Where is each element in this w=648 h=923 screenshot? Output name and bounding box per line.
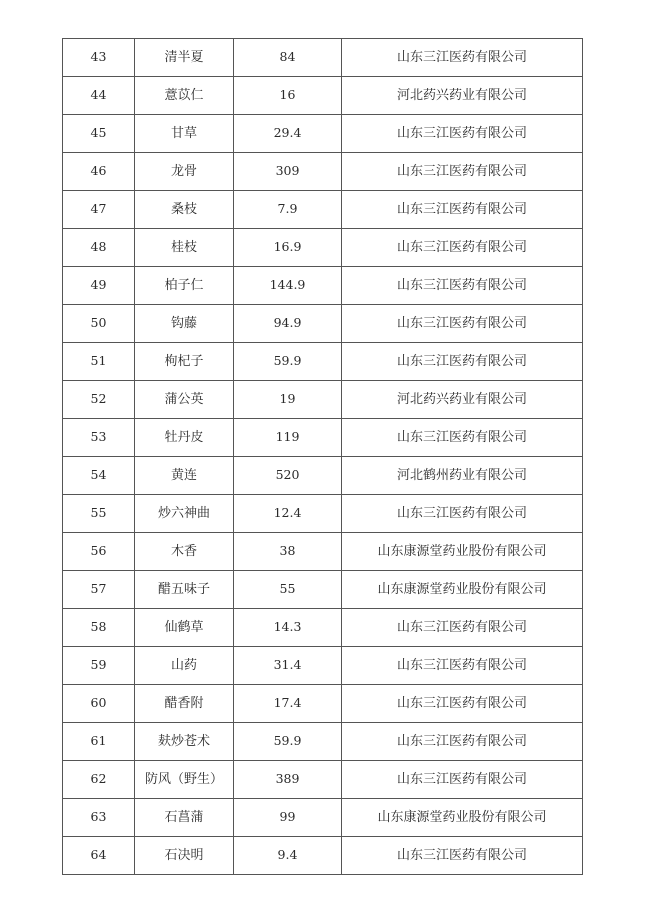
cell-number: 52 — [63, 381, 135, 419]
cell-medicine-name: 龙骨 — [135, 153, 234, 191]
cell-medicine-name: 枸杞子 — [135, 343, 234, 381]
cell-quantity: 99 — [234, 799, 342, 837]
cell-supplier: 山东三江医药有限公司 — [342, 39, 583, 77]
table-row — [63, 305, 583, 343]
cell-supplier: 山东三江医药有限公司 — [342, 723, 583, 761]
cell-quantity: 55 — [234, 571, 342, 609]
cell-supplier: 河北鹤州药业有限公司 — [342, 457, 583, 495]
cell-medicine-name: 炒六神曲 — [135, 495, 234, 533]
cell-quantity: 94.9 — [234, 305, 342, 343]
cell-supplier: 山东康源堂药业股份有限公司 — [342, 799, 583, 837]
table-row — [63, 191, 583, 229]
cell-medicine-name: 石决明 — [135, 837, 234, 875]
cell-quantity: 84 — [234, 39, 342, 77]
cell-number: 63 — [63, 799, 135, 837]
cell-quantity: 7.9 — [234, 191, 342, 229]
cell-number: 55 — [63, 495, 135, 533]
table-row — [63, 799, 583, 837]
cell-medicine-name: 木香 — [135, 533, 234, 571]
cell-supplier: 山东三江医药有限公司 — [342, 343, 583, 381]
cell-quantity: 19 — [234, 381, 342, 419]
cell-supplier: 山东三江医药有限公司 — [342, 647, 583, 685]
cell-supplier: 山东三江医药有限公司 — [342, 419, 583, 457]
table-row — [63, 343, 583, 381]
table-row — [63, 153, 583, 191]
table-row — [63, 571, 583, 609]
table-row — [63, 495, 583, 533]
table-row — [63, 457, 583, 495]
cell-number: 50 — [63, 305, 135, 343]
table-row — [63, 229, 583, 267]
cell-medicine-name: 甘草 — [135, 115, 234, 153]
cell-quantity: 59.9 — [234, 723, 342, 761]
cell-supplier: 山东三江医药有限公司 — [342, 685, 583, 723]
cell-supplier: 山东三江医药有限公司 — [342, 837, 583, 875]
medicine-table — [62, 38, 583, 875]
cell-number: 47 — [63, 191, 135, 229]
cell-medicine-name: 醋五味子 — [135, 571, 234, 609]
cell-medicine-name: 牡丹皮 — [135, 419, 234, 457]
cell-medicine-name: 柏子仁 — [135, 267, 234, 305]
cell-medicine-name: 蒲公英 — [135, 381, 234, 419]
cell-medicine-name: 薏苡仁 — [135, 77, 234, 115]
table-row — [63, 39, 583, 77]
cell-supplier: 山东康源堂药业股份有限公司 — [342, 533, 583, 571]
cell-quantity: 309 — [234, 153, 342, 191]
cell-number: 59 — [63, 647, 135, 685]
cell-quantity: 16 — [234, 77, 342, 115]
cell-number: 57 — [63, 571, 135, 609]
cell-quantity: 520 — [234, 457, 342, 495]
cell-supplier: 山东三江医药有限公司 — [342, 761, 583, 799]
cell-number: 48 — [63, 229, 135, 267]
cell-medicine-name: 山药 — [135, 647, 234, 685]
cell-quantity: 38 — [234, 533, 342, 571]
cell-medicine-name: 防风（野生） — [135, 761, 234, 799]
table-row — [63, 115, 583, 153]
cell-medicine-name: 石菖蒲 — [135, 799, 234, 837]
table-row — [63, 77, 583, 115]
table-row — [63, 609, 583, 647]
cell-medicine-name: 桂枝 — [135, 229, 234, 267]
cell-number: 62 — [63, 761, 135, 799]
table-row — [63, 533, 583, 571]
cell-medicine-name: 醋香附 — [135, 685, 234, 723]
cell-supplier: 山东三江医药有限公司 — [342, 229, 583, 267]
cell-medicine-name: 清半夏 — [135, 39, 234, 77]
cell-medicine-name: 麸炒苍术 — [135, 723, 234, 761]
cell-supplier: 山东康源堂药业股份有限公司 — [342, 571, 583, 609]
cell-quantity: 16.9 — [234, 229, 342, 267]
table-row — [63, 723, 583, 761]
cell-number: 64 — [63, 837, 135, 875]
cell-quantity: 144.9 — [234, 267, 342, 305]
cell-number: 43 — [63, 39, 135, 77]
cell-number: 46 — [63, 153, 135, 191]
cell-number: 54 — [63, 457, 135, 495]
cell-number: 49 — [63, 267, 135, 305]
cell-supplier: 山东三江医药有限公司 — [342, 115, 583, 153]
cell-number: 58 — [63, 609, 135, 647]
cell-quantity: 9.4 — [234, 837, 342, 875]
cell-quantity: 17.4 — [234, 685, 342, 723]
cell-quantity: 12.4 — [234, 495, 342, 533]
cell-number: 56 — [63, 533, 135, 571]
cell-quantity: 14.3 — [234, 609, 342, 647]
cell-supplier: 山东三江医药有限公司 — [342, 609, 583, 647]
cell-supplier: 河北药兴药业有限公司 — [342, 77, 583, 115]
cell-supplier: 山东三江医药有限公司 — [342, 191, 583, 229]
cell-medicine-name: 黄连 — [135, 457, 234, 495]
table-row — [63, 685, 583, 723]
cell-number: 53 — [63, 419, 135, 457]
table-row — [63, 647, 583, 685]
cell-medicine-name: 桑枝 — [135, 191, 234, 229]
table-body — [63, 39, 583, 875]
cell-number: 61 — [63, 723, 135, 761]
cell-number: 45 — [63, 115, 135, 153]
table-row — [63, 837, 583, 875]
cell-number: 44 — [63, 77, 135, 115]
cell-quantity: 31.4 — [234, 647, 342, 685]
cell-quantity: 119 — [234, 419, 342, 457]
table-row — [63, 267, 583, 305]
table-row — [63, 381, 583, 419]
cell-quantity: 59.9 — [234, 343, 342, 381]
cell-quantity: 29.4 — [234, 115, 342, 153]
cell-number: 60 — [63, 685, 135, 723]
cell-supplier: 山东三江医药有限公司 — [342, 267, 583, 305]
cell-supplier: 山东三江医药有限公司 — [342, 495, 583, 533]
cell-medicine-name: 钩藤 — [135, 305, 234, 343]
cell-supplier: 山东三江医药有限公司 — [342, 305, 583, 343]
cell-quantity: 389 — [234, 761, 342, 799]
table-row — [63, 419, 583, 457]
cell-medicine-name: 仙鹤草 — [135, 609, 234, 647]
table-row — [63, 761, 583, 799]
cell-supplier: 山东三江医药有限公司 — [342, 153, 583, 191]
cell-number: 51 — [63, 343, 135, 381]
cell-supplier: 河北药兴药业有限公司 — [342, 381, 583, 419]
